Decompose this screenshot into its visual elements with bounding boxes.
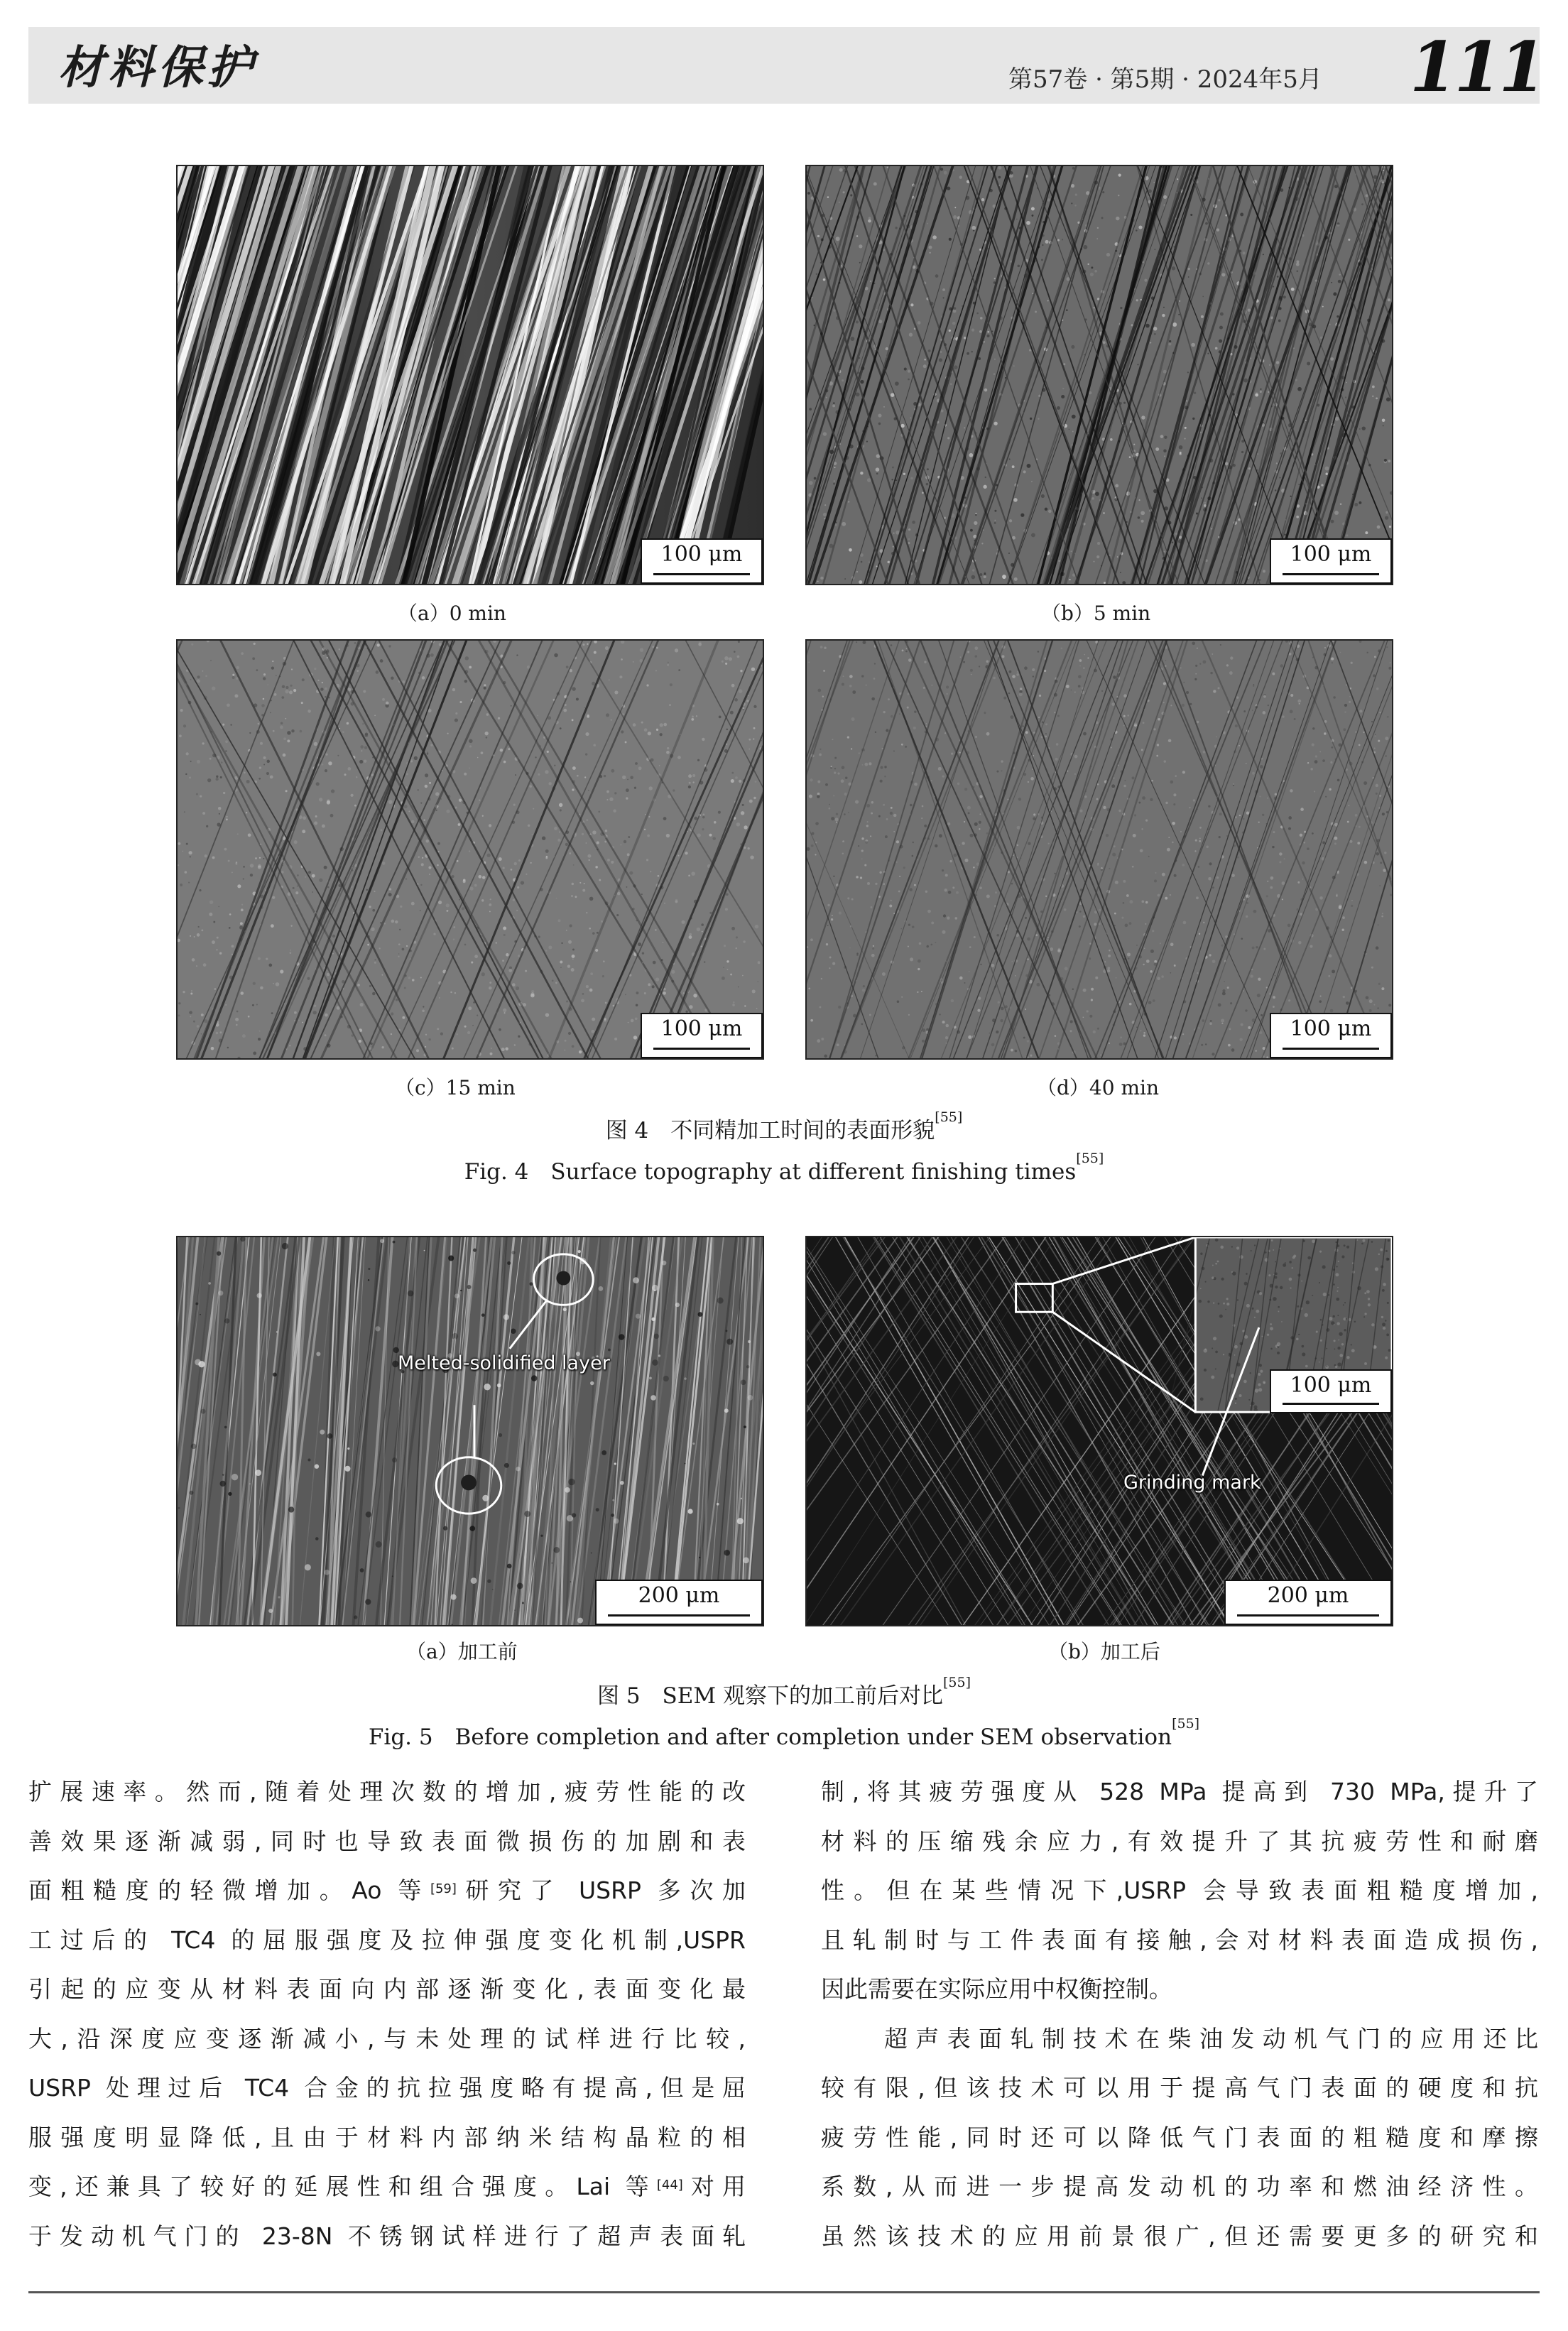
footer-rule [28,2291,1540,2293]
text-line: 服强度明显降低,且由于材料内部纳米结构晶粒的相 [28,2123,746,2151]
text-line: 善效果逐渐减弱,同时也导致表面微损伤的加剧和表 [28,1827,746,1855]
scale-bar [1224,1580,1392,1625]
issue-info: 第57卷 · 第5期 · 2024年5月 [1008,65,1322,94]
text-line: 性。但在某些情况下,USRP 会导致表面粗糙度增加, [821,1876,1538,1904]
scale-bar-label: 100 μm [1290,542,1372,567]
citation-ref: [55] [943,1675,971,1690]
text-line: 疲劳性能,同时还可以降低气门表面的粗糙度和摩擦 [821,2123,1538,2151]
text-line: 材料的压缩残余应力,有效提升了其抗疲劳性和耐磨 [821,1827,1538,1855]
fig4-panel-c-image [176,639,764,1060]
text-line: 且轧制时与工件表面有接触,会对材料表面造成损伤, [821,1925,1538,1954]
fig5-title-cn-text: 图 5 SEM 观察下的加工前后对比 [597,1683,944,1709]
fig4-panel-b-image [805,165,1393,585]
citation-ref: [55] [1172,1716,1200,1732]
citation-ref: [55] [935,1109,963,1125]
scale-bar-label: 100 μm [660,1016,743,1041]
fig4-caption-d: （d）40 min [1037,1076,1159,1099]
fig5-caption-a: （a）加工前 [406,1640,518,1663]
fig4-title-en [0,1153,1568,1185]
scale-bar [595,1580,763,1625]
annotation-grinding-mark: Grinding mark [1123,1472,1261,1494]
scale-bar [1270,1013,1392,1058]
fig5-title-cn [0,1675,1568,1710]
scale-bar-label: 100 μm [1290,1016,1372,1041]
citation-ref: [55] [1076,1151,1104,1166]
body-column-left [28,1767,746,2261]
fig4-title-cn [0,1109,1568,1144]
scale-bar-label: 200 μm [638,1583,720,1608]
citation-ref: [44] [656,2178,683,2193]
fig4-caption-a: （a）0 min [398,602,506,625]
scale-bar [1270,538,1392,584]
text-line: 因此需要在实际应用中权衡控制。 [821,1975,1172,2003]
annotation-melted-layer: Melted-solidified layer [398,1352,610,1374]
scale-bar [641,1013,763,1058]
fig4-title-en-text: Fig. 4 Surface topography at different finishing times [464,1159,1077,1185]
page-number: 111 [1410,27,1544,107]
fig4-title-cn-text: 图 4 不同精加工时间的表面形貌 [605,1118,935,1143]
fig5-caption-b: （b）加工后 [1048,1640,1160,1663]
text-line: 扩展速率。然而,随着处理次数的增加,疲劳性能的改 [28,1778,746,1805]
fig4-caption-b: （b）5 min [1041,602,1151,625]
text-line: USRP 处理过后 TC4 合金的抗拉强度略有提高,但是屈 [28,2074,746,2102]
citation-ref: [59] [430,1881,457,1896]
text-line: 工过后的 TC4 的屈服强度及拉伸强度变化机制,USPR [28,1925,746,1954]
fig5-title-en-text: Fig. 5 Before completion and after completion under SEM observation [368,1724,1172,1750]
fig4-panel-a-image [176,165,764,585]
text-line: 虽然该技术的应用前景很广,但还需要更多的研究和 [821,2222,1538,2250]
fig4-panel-d-image [805,639,1393,1060]
scale-bar [641,538,763,584]
text-line: 面粗糙度的轻微增加。Ao 等[59]研究了 USRP 多次加 [28,1876,746,1904]
text-line: 变,还兼具了较好的延展性和组合强度。Lai 等[44]对用 [28,2173,746,2200]
text-line: 较有限,但该技术可以用于提高气门表面的硬度和抗 [821,2074,1538,2102]
scale-bar-label: 100 μm [1290,1373,1372,1398]
text-line: 引起的应变从材料表面向内部逐渐变化,表面变化最 [28,1975,746,2003]
journal-logo: 材料保护 [58,41,257,94]
text-line: 系数,从而进一步提高发动机的功率和燃油经济性。 [821,2173,1538,2200]
inset-scale-bar [1270,1369,1392,1413]
fig5-panel-b-image [805,1236,1393,1626]
fig5-title-en [0,1716,1568,1751]
fig4-caption-c: （c）15 min [395,1076,516,1099]
text-line: 于发动机气门的 23-8N 不锈钢试样进行了超声表面轧 [28,2222,746,2250]
scale-bar-label: 200 μm [1267,1583,1349,1608]
scale-bar-label: 100 μm [660,542,743,567]
text-line: 超声表面轧制技术在柴油发动机气门的应用还比 [821,2024,1538,2053]
text-line: 制,将其疲劳强度从 528 MPa 提高到 730 MPa,提升了 [821,1778,1538,1805]
body-column-right [821,1767,1538,2261]
text-line: 大,沿深度应变逐渐减小,与未处理的试样进行比较, [28,2024,746,2053]
fig5-panel-a-image [176,1236,764,1626]
